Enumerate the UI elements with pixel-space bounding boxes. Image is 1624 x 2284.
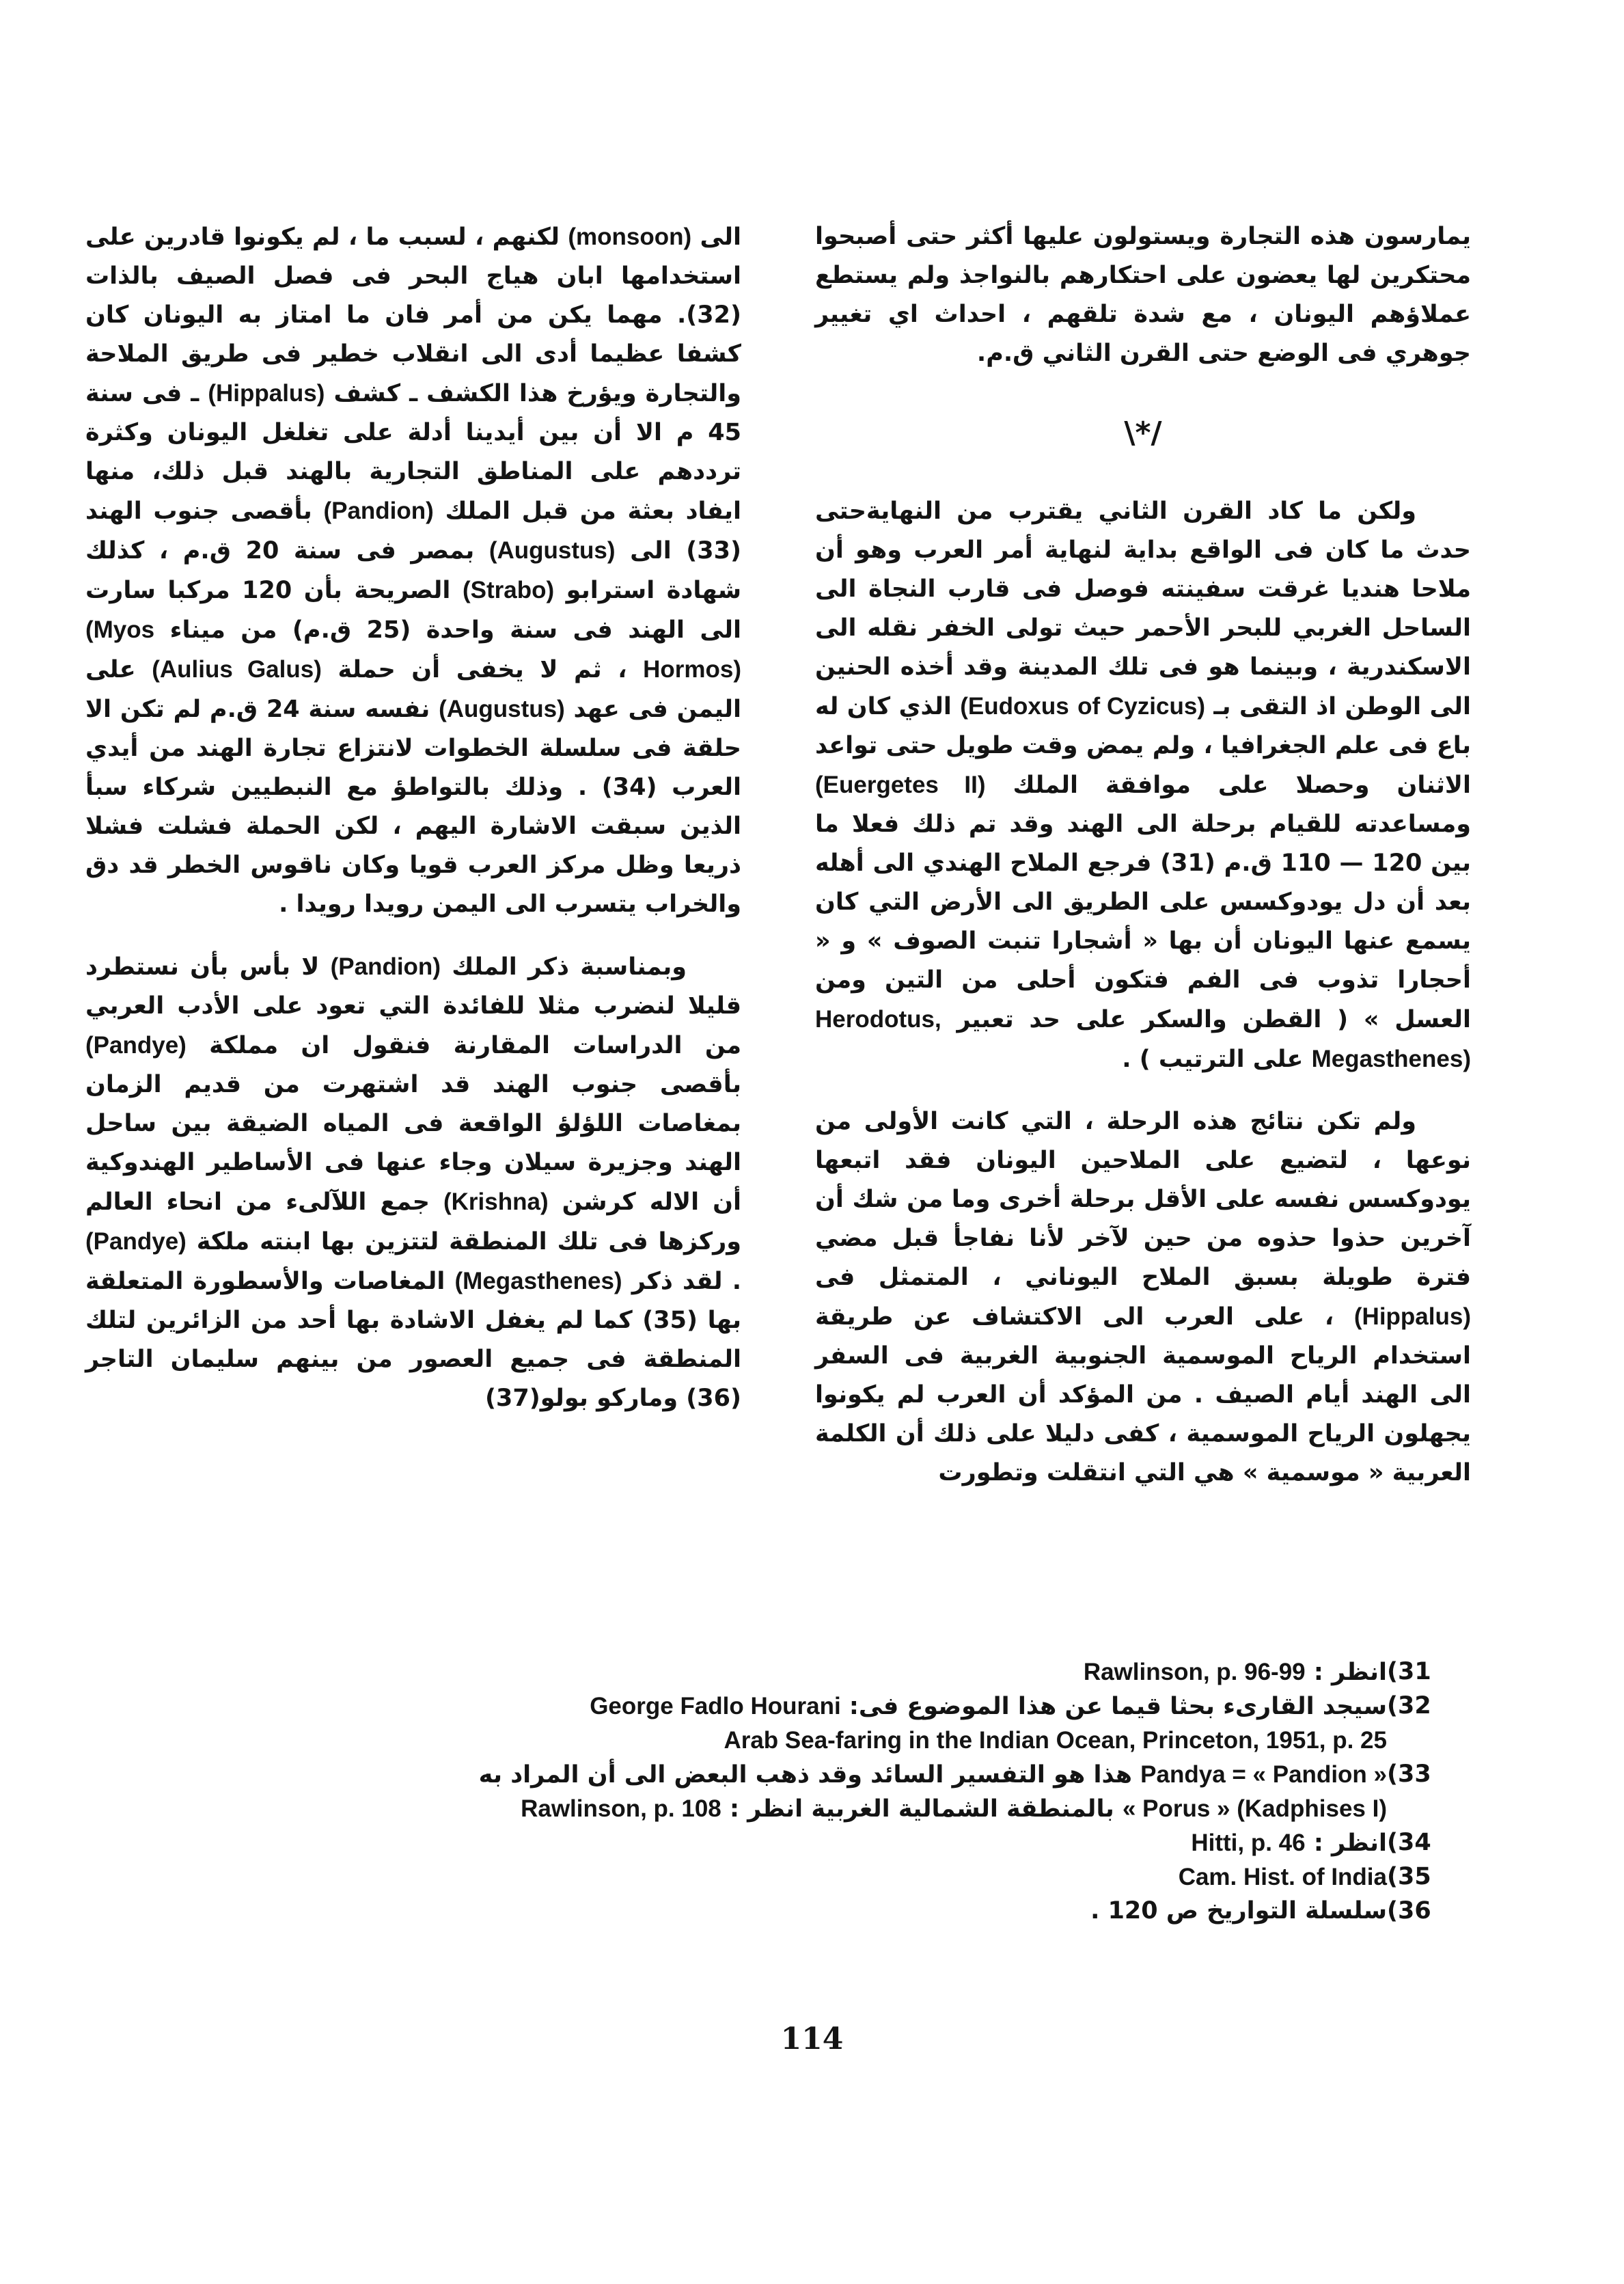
latin-term: (monsoon)	[568, 223, 692, 250]
footnote-number: (36	[1387, 1897, 1431, 1925]
latin-term: (Pandion)	[323, 498, 434, 524]
latin-term: (Myos Hormos)	[85, 616, 742, 683]
latin-term: (Pandye)	[85, 1032, 187, 1059]
latin-term: (Pandye)	[85, 1228, 187, 1255]
footnote: (33 Pandya = « Pandion » هذا هو التفسير السائد وقد ذهب البعض الى أن المراد به	[205, 1758, 1448, 1792]
right-column	[815, 217, 1471, 1493]
paragraph: ولم تكن نتائج هذه الرحلة ، التي كانت الأولى من نوعها ، لتضيع على الملاحين اليونان فقد اتبعها يودوكسس نفسه على الأقل برحلة أخرى وما من شك أن آخرين حذوا حذوه من حين لآخر لأنا نفاجأ قبل مضي فترة طويلة بسبق الملاح اليوناني ، المتمثل فى (Hippalus) ، على العرب الى الاكتشاف عن طريقة استخدام الرياح الموسمية الجنوبية الغربية فى السفر الى الهند أيام الصيف . من المؤكد أن العرب لم يكونوا يجهلون الرياح الموسمية ، كفى دليلا على ذلك أن الكلمة العربية « موسمية » هي التي انتقلت وتطورت	[815, 1108, 1471, 1486]
latin-term: Herodotus, Megasthenes)	[815, 1006, 1471, 1072]
latin-term: (Krishna)	[443, 1188, 549, 1215]
footnotes	[205, 1655, 1448, 1928]
paragraph: وبمناسبة ذكر الملك (Pandion) لا بأس بأن نستطرد قليلا لنضرب مثلا للفائدة التي تعود على الأدب العربي من الدراسات المقارنة فنقول ان مملكة (Pandye) بأقصى جنوب الهند قد اشتهرت من قديم الزمان بمغاصات اللؤلؤ الواقعة فى المياه الضيقة بين ساحل الهند وجزيرة سيلان وجاء عنها فى الأساطير الهندوكية أن الاله كرشن (Krishna) جمع اللآلىء من انحاء العالم وركزها فى تلك المنطقة لتتزين بها ابنته ملكة (Pandye) . لقد ذكر (Megasthenes) المغاصات والأسطورة المتعلقة بها (35) كما لم يغفل الاشادة بها أحد من الزائرين لتلك المنطقة فى جميع العصور من بينهم سليمان التاجر (36) وماركو بولو(37)	[85, 953, 742, 1412]
paragraph: الى (monsoon) لكنهم ، لسبب ما ، لم يكونوا قادرين على استخدامها ابان هياج البحر فى فصل الصيف بالذات (32). مهما يكن من أمر فان ما امتاز به اليونان كان كشفا عظيما أدى الى انقلاب خطير فى طريق الملاحة والتجارة ويؤرخ هذا الكشف ـ كشف (Hippalus) ـ فى سنة 45 م الا أن بين أيدينا أدلة على تغلغل اليونان وكثرة ترددهم على المناطق التجارية بالهند قبل ذلك، منها ايفاد بعثة من قبل الملك (Pandion) بأقصى جنوب الهند (33) الى (Augustus) بمصر فى سنة 20 ق.م ، كذلك شهادة استرابو (Strabo) الصريحة بأن 120 مركبا سارت الى الهند فى سنة واحدة (25 ق.م) من ميناء (Myos Hormos) ، ثم لا يخفى أن حملة (Aulius Galus) على اليمن فى عهد (Augustus) نفسه سنة 24 ق.م لم تكن الا حلقة فى سلسلة الخطوات لانتزاع تجارة الهند من أيدي العرب (34) . وذلك بالتواطؤ مع النبطيين شركاء سبأ الذين سبقت الاشارة اليهم ، لكن الحملة فشلت فشلا ذريعا وظل مركز العرب قويا وكان ناقوس الخطر قد دق والخراب يتسرب الى اليمن رويدا رويدا .	[85, 223, 742, 918]
footnote: (35 Cam. Hist. of India	[205, 1860, 1448, 1894]
left-column	[85, 217, 741, 1418]
latin-term: (Euergetes II)	[815, 772, 986, 798]
latin-term: (Hippalus)	[208, 380, 325, 407]
footnote-number: (34	[1387, 1829, 1431, 1856]
latin-term: (Pandion)	[330, 953, 441, 980]
footnote-number: (33	[1387, 1760, 1431, 1788]
latin-term: (Hippalus)	[1353, 1303, 1471, 1330]
latin-term: (Aulius Galus)	[152, 656, 322, 683]
footnote-continuation: Arab Sea-faring in the Indian Ocean, Princeton, 1951, p. 25	[724, 1727, 1387, 1754]
latin-term: of Cyzicus)	[1077, 693, 1205, 720]
latin-term: (Eudoxus	[960, 693, 1069, 720]
latin-term: (Augustus)	[488, 537, 616, 564]
paragraph: ولكن ما كاد القرن الثاني يقترب من النهايةحتى حدث ما كان فى الواقع بداية لنهاية أمر العرب وهو أن ملاحا هنديا غرقت سفينته فوصل فى قارب النجاة الى الساحل الغربي للبحر الأحمر حيث تولى الخفر نقله الى الاسكندرية ، وبينما هو فى تلك المدينة وقد أخذه الحنين الى الوطن اذ التقى بـ (Eudoxus of Cyzicus) الذي كان له باع فى علم الجغرافيا ، ولم يمض وقت طويل حتى تواعد الاثنان وحصلا على موافقة الملك (Euergetes II) ومساعدته للقيام برحلة الى الهند وقد تم ذلك فعلا ما بين 120 — 110 ق.م (31) فرجع الملاح الهندي الى أهله بعد أن دل يودوكسس على الطريق الى الأرض التي كان يسمع عنها اليونان أن بها « أشجارا تنبت الصوف » و « أحجارا تذوب فى الفم فتكون أحلى من التين ومن العسل » ( القطن والسكر على حد تعبير Herodotus, Megasthenes) على الترتيب ) .	[815, 498, 1472, 1073]
footnote-number: (32	[1387, 1692, 1431, 1719]
footnote-continuation: « Porus » (Kadphises I) بالمنطقة الشمالية الغربية انظر : Rawlinson, p. 108	[521, 1795, 1387, 1823]
latin-term: (Megasthenes)	[454, 1268, 622, 1294]
footnote-number: (35	[1387, 1863, 1431, 1890]
footnote: (31 انظر : Rawlinson, p. 96-99	[205, 1655, 1448, 1689]
latin-term: (Augustus)	[439, 696, 565, 722]
paragraph: يمارسون هذه التجارة ويستولون عليها أكثر حتى أصبحوا محتكرين لها يعضون على احتكارهم بالنواجذ ولم يستطع عملاؤهم اليونان ، مع شدة تلقهم ، احداث اي تغيير جوهري فى الوضع حتى القرن الثاني ق.م.	[815, 223, 1471, 367]
footnote: (36 سلسلة التواريخ ص 120 .	[205, 1894, 1448, 1928]
section-separator: \*/	[1124, 416, 1162, 450]
footnote-number: (31	[1387, 1658, 1431, 1685]
page-number: 114	[780, 2022, 844, 2056]
footnote: (34 انظر : Hitti, p. 46	[205, 1826, 1448, 1860]
footnote: (32 سيجد القارىء بحثا قيما عن هذا الموضوع فى: George Fadlo Hourani	[205, 1689, 1448, 1724]
latin-term: (Strabo)	[462, 577, 555, 603]
